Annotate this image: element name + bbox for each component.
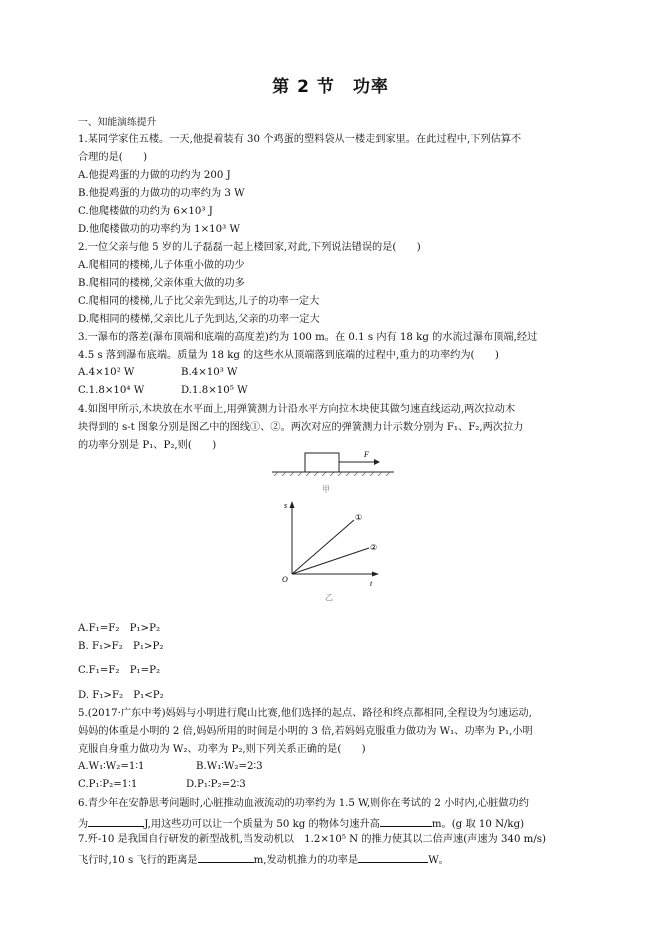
q4-stem-line1: 4.如图甲所示,木块放在水平面上,用弹簧测力计沿水平方向拉木块使其做匀速直线运动,两次拉动木 [78,404,516,415]
figure-yi-graph [278,498,388,610]
q3-option-d: D.1.8×10⁵ W [181,385,248,396]
q6-text-b: J,用这些功可以让一个质量为 50 kg 的物体匀速升高 [144,819,380,830]
q6-text-a: 为 [78,819,89,830]
ground-hatching [274,472,390,476]
t-axis-arrow [372,572,379,577]
q1-stem-line1: 1.某同学家住五楼。一天,他提着装有 30 个鸡蛋的塑料袋从一楼走到家里。在此过程中,下列估算不 [78,134,522,145]
q7-text-b: m,发动机推力的功率是 [253,855,359,866]
force-arrow-head [374,459,380,465]
q3-stem-line2: 4.5 s 落到瀑布底端。质量为 18 kg 的这些水从顶端落到底端的过程中,重力的功率约为( ) [78,350,499,361]
q5-stem-line3: 克服自身重力做功为 W₂、功率为 P₂,则下列关系正确的是( ) [78,744,366,755]
q2-stem: 2.一位父亲与他 5 岁的儿子磊磊一起上楼回家,对此,下列说法错误的是( ) [78,242,421,253]
q3-option-b: B.4×10³ W [181,367,238,378]
q1-option-d: D.他爬楼做功的功率约为 1×10³ W [78,224,240,235]
q4-option-a: A.F₁=F₂ P₁>P₂ [78,623,161,634]
q7-blank-distance[interactable] [198,851,254,863]
q5-stem-line1: 5.(2017·广东中考)妈妈与小明进行爬山比赛,他们选择的起点、路径和终点都相同,全程设为匀速运动, [78,708,532,719]
s-axis-label: s [284,501,288,510]
q4-option-b: B. F₁>F₂ P₁>P₂ [78,641,164,652]
q3-options-row2 [78,385,248,396]
q1-option-a: A.他提鸡蛋的力做的功约为 200 J [78,170,231,181]
line-2-label: ② [370,543,378,552]
q1-option-b: B.他提鸡蛋的力做功的功率约为 3 W [78,188,245,199]
q6-stem-line2 [78,815,524,832]
q5-option-d: D.P₁∶P₂=2∶3 [186,779,246,790]
q7-stem-line1: 7.歼-10 是我国自行研发的新型战机,当发动机以 1.2×10⁵ N 的推力使其以二倍声速(声速为 340 m/s) [78,834,546,845]
t-axis-label: t [370,579,373,588]
force-label: F [364,450,369,459]
q5-options-row1 [78,761,263,772]
line-1-label: ① [355,513,363,522]
q3-option-a: A.4×10² W [78,367,135,378]
figure-jia [270,446,400,496]
figure-jia-caption: 甲 [322,485,330,494]
q3-options-row1 [78,367,238,378]
section-heading: 一、知能演练提升 [78,117,157,128]
q5-option-c: C.P₁∶P₂=1∶1 [78,779,138,790]
graph-line-1 [292,520,354,574]
q2-option-a: A.爬相同的楼梯,儿子体重小做的功少 [78,260,245,271]
q7-stem-line2 [78,851,449,868]
figure-yi-caption: 乙 [325,593,333,602]
q1-stem-line2: 合理的是( ) [78,152,148,163]
q4-stem-line2: 块得到的 s-t 图象分别是图乙中的图线①、②。两次对应的弹簧测力计示数分别为 F₁、F₂,两次拉力 [78,422,524,433]
origin-label: O [282,575,288,584]
q3-stem-line1: 3.一瀑布的落差(瀑布顶端和底端的高度差)约为 100 m。在 0.1 s 内有 18 kg 的水流过瀑布顶端,经过 [78,332,538,343]
q2-option-b: B.爬相同的楼梯,父亲体重大做的功多 [78,278,245,289]
q6-stem-line1: 6.青少年在安静思考问题时,心脏推动血液流动的功率约为 1.5 W,则你在考试的 2 小时内,心脏做功约 [78,798,529,809]
q5-option-a: A.W₁∶W₂=1∶1 [78,761,145,772]
s-axis-arrow [290,501,295,508]
q3-option-c: C.1.8×10⁴ W [78,385,145,396]
q7-blank-power[interactable] [358,851,428,863]
q4-option-d: D. F₁>F₂ P₁<P₂ [78,690,164,701]
q4-stem-line3: 的功率分别是 P₁、P₂,则( ) [78,440,217,451]
q5-option-b: B.W₁∶W₂=2∶3 [196,761,263,772]
q7-text-c: W。 [428,855,449,866]
q2-option-c: C.爬相同的楼梯,儿子比父亲先到达,儿子的功率一定大 [78,296,320,307]
wooden-block [305,453,339,472]
q6-blank-height[interactable] [380,815,432,827]
q4-option-c: C.F₁=F₂ P₁=P₂ [78,665,161,676]
q5-options-row2 [78,779,246,790]
q6-blank-work[interactable] [88,815,144,827]
q7-text-a: 飞行时,10 s 飞行的距离是 [78,855,198,866]
q1-option-c: C.他爬楼做的功约为 6×10³ J [78,206,213,217]
graph-line-2 [292,548,369,574]
page-title: 第 2 节 功率 [272,77,389,97]
q2-option-d: D.爬相同的楼梯,父亲比儿子先到达,父亲的功率一定大 [78,314,320,325]
q5-stem-line2: 妈妈的体重是小明的 2 倍,妈妈所用的时间是小明的 3 倍,若妈妈克服重力做功为 W₁、功率为 P₁,小明 [78,726,533,737]
q6-text-c: m。(g 取 10 N/kg) [431,819,525,830]
